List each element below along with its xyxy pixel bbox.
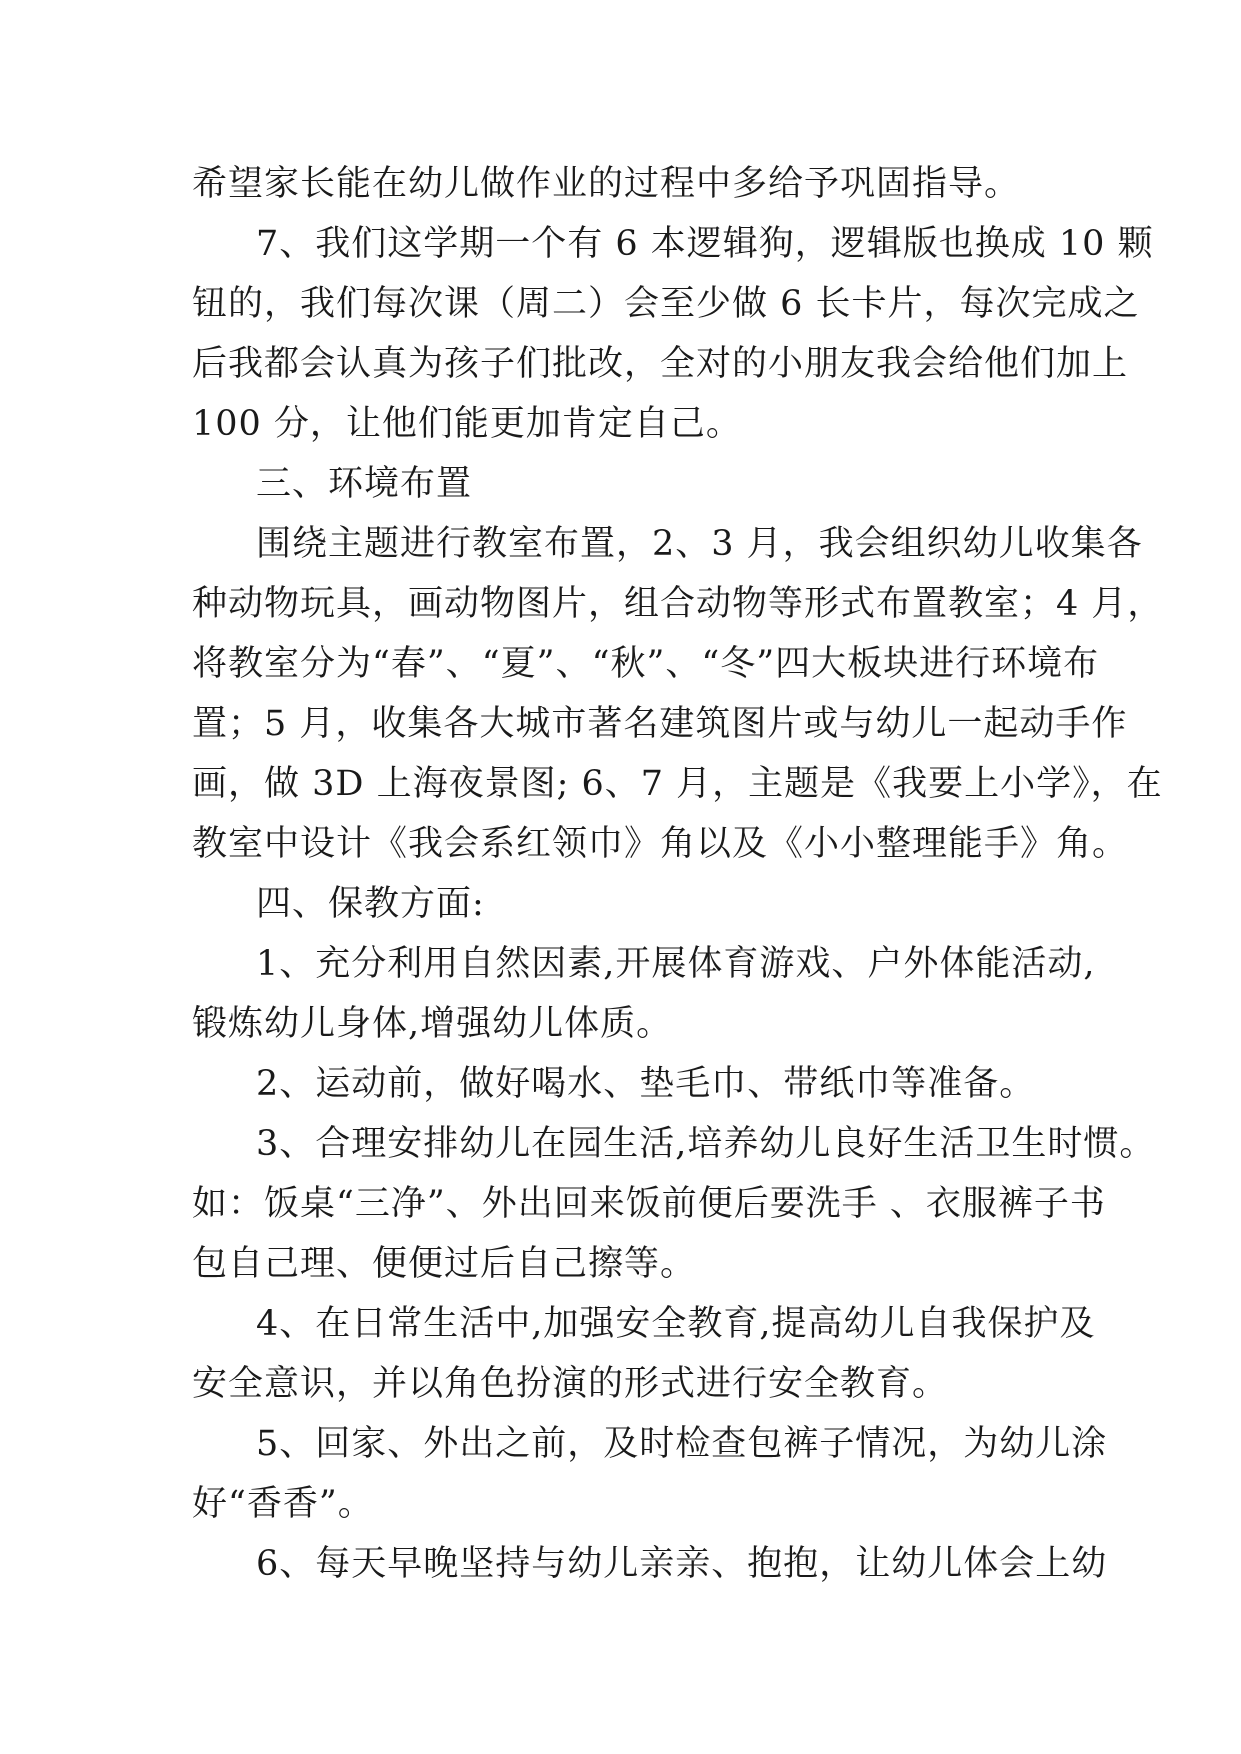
text-line: 如：饭桌“三净”、外出回来饭前便后要洗手 、衣服裤子书 xyxy=(192,1184,1106,1224)
text-line: 4、在日常生活中,加强安全教育,提高幼儿自我保护及 xyxy=(256,1304,1096,1344)
text-line: 锻炼幼儿身体,增强幼儿体质。 xyxy=(192,1004,673,1044)
text-line: 安全意识，并以角色扮演的形式进行安全教育。 xyxy=(192,1364,949,1404)
section-heading: 四、保教方面: xyxy=(256,884,485,924)
text-line: 2、运动前，做好喝水、垫毛巾、带纸巾等准备。 xyxy=(256,1064,1036,1104)
text-line: 5、回家、外出之前，及时检查包裤子情况，为幼儿涂 xyxy=(256,1424,1108,1464)
text-line: 种动物玩具，画动物图片，组合动物等形式布置教室；4 月， xyxy=(192,584,1164,624)
text-line: 3、合理安排幼儿在园生活,培养幼儿良好生活卫生时惯。 xyxy=(256,1124,1156,1164)
text-line: 围绕主题进行教室布置，2、3 月，我会组织幼儿收集各 xyxy=(256,524,1143,564)
document-page xyxy=(192,154,1164,1594)
text-line: 教室中设计《我会系红领巾》角以及《小小整理能手》角。 xyxy=(192,824,1129,864)
text-line: 6、每天早晚坚持与幼儿亲亲、抱抱，让幼儿体会上幼 xyxy=(256,1544,1108,1584)
text-line: 将教室分为“春”、“夏”、“秋”、“冬”四大板块进行环境布 xyxy=(192,644,1100,684)
section-heading: 三、环境布置 xyxy=(256,464,473,504)
text-line: 后我都会认真为孩子们批改，全对的小朋友我会给他们加上 xyxy=(192,344,1129,384)
text-line: 希望家长能在幼儿做作业的过程中多给予巩固指导。 xyxy=(192,164,1021,204)
text-line: 7、我们这学期一个有 6 本逻辑狗，逻辑版也换成 10 颗 xyxy=(256,224,1154,264)
text-line: 置；5 月，收集各大城市著名建筑图片或与幼儿一起动手作 xyxy=(192,704,1128,744)
text-line: 100 分，让他们能更加肯定自己。 xyxy=(192,404,742,444)
text-line: 包自己理、便便过后自己擦等。 xyxy=(192,1244,697,1284)
text-line: 画，做 3D 上海夜景图; 6、7 月，主题是《我要上小学》，在 xyxy=(192,764,1163,804)
text-line: 1、充分利用自然因素,开展体育游戏、户外体能活动, xyxy=(256,944,1096,984)
text-line: 钮的，我们每次课（周二）会至少做 6 长卡片，每次完成之 xyxy=(192,284,1140,324)
text-line: 好“香香”。 xyxy=(192,1484,374,1524)
